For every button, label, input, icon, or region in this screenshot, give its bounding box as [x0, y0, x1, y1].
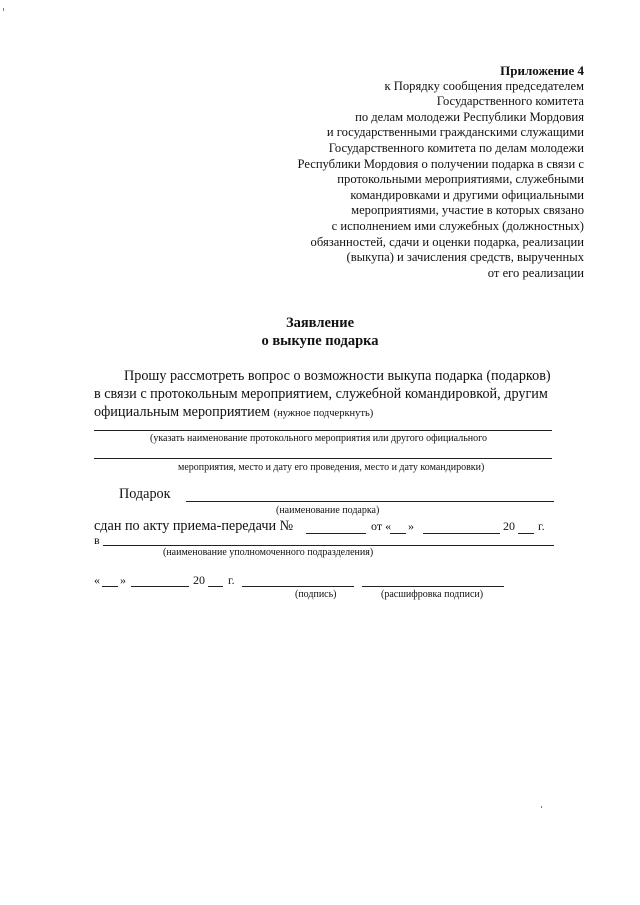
- act-number-line: [306, 533, 366, 534]
- event-hint-1: (указать наименование протокольного мероприятия или другого официального: [150, 433, 487, 444]
- appendix-line: командировками и другими официальными: [350, 187, 584, 202]
- gift-label: Подарок: [119, 486, 171, 502]
- gift-name-hint: (наименование подарка): [276, 505, 380, 516]
- scan-mark-top-left: [3, 8, 4, 11]
- appendix-line: (выкупа) и зачисления средств, вырученных: [346, 250, 584, 265]
- underline-note: (нужное подчеркнуть): [273, 408, 374, 419]
- gift-fill-line: [186, 501, 554, 502]
- dept-fill-line: [103, 545, 554, 546]
- appendix-line: обязанностей, сдачи и оценки подарка, реализации: [310, 234, 584, 249]
- appendix-line: с исполнением ими служебных (должностных): [331, 218, 584, 233]
- appendix-line: от его реализации: [487, 265, 584, 280]
- act-year-line: [518, 533, 534, 534]
- date-quote-close: »: [120, 573, 126, 587]
- act-quote-close: »: [408, 519, 414, 533]
- request-line-1: Прошу рассмотреть вопрос о возможности выкупа подарка (подарков): [124, 368, 551, 384]
- appendix-block: [240, 63, 584, 281]
- appendix-line: по делам молодежи Республики Мордовия: [355, 109, 584, 124]
- act-text: сдан по акту приема-передачи №: [94, 518, 294, 534]
- date-year-prefix: 20: [193, 573, 205, 587]
- request-line-3: [94, 403, 373, 421]
- event-hint-2: мероприятия, место и дату его проведения, место и дату командировки): [178, 462, 485, 473]
- date-quote-open: «: [94, 573, 100, 587]
- act-from: от «: [371, 519, 392, 533]
- event-fill-line-1: [94, 430, 552, 431]
- appendix-line: и государственными гражданскими служащими: [326, 125, 584, 140]
- scan-mark-bottom-right: [541, 806, 542, 808]
- request-line-2: в связи с протокольным мероприятием, служебной командировкой, другим: [94, 386, 548, 402]
- signature-hint: (подпись): [295, 589, 337, 600]
- appendix-line: Государственного комитета по делам молодежи: [328, 140, 584, 155]
- signature-decoding-line: [362, 586, 504, 587]
- dept-prefix: в: [94, 533, 100, 547]
- date-year-line: [208, 586, 223, 587]
- appendix-line: мероприятиями, участие в которых связано: [351, 203, 584, 218]
- act-day-line: [390, 533, 406, 534]
- event-fill-line-2: [94, 458, 552, 459]
- document-subtitle: о выкупе подарка: [261, 333, 379, 349]
- appendix-line: Республики Мордовия о получении подарка в связи с: [297, 156, 584, 171]
- appendix-line: протокольными мероприятиями, служебными: [337, 172, 584, 187]
- date-day-line: [102, 586, 118, 587]
- appendix-title: Приложение 4: [500, 63, 584, 78]
- signature-decoding-hint: (расшифровка подписи): [381, 589, 484, 600]
- act-month-line: [423, 533, 500, 534]
- dept-hint: (наименование уполномоченного подразделения): [163, 547, 374, 558]
- date-year-suffix: г.: [228, 573, 235, 587]
- date-month-line: [131, 586, 189, 587]
- document-title: Заявление: [285, 315, 355, 331]
- appendix-line: Государственного комитета: [436, 94, 584, 109]
- request-line-3-text: официальным мероприятием: [94, 404, 271, 420]
- appendix-line: к Порядку сообщения председателем: [384, 78, 584, 93]
- act-year-suffix: г.: [538, 519, 545, 533]
- act-year-prefix: 20: [503, 519, 515, 533]
- signature-line: [242, 586, 354, 587]
